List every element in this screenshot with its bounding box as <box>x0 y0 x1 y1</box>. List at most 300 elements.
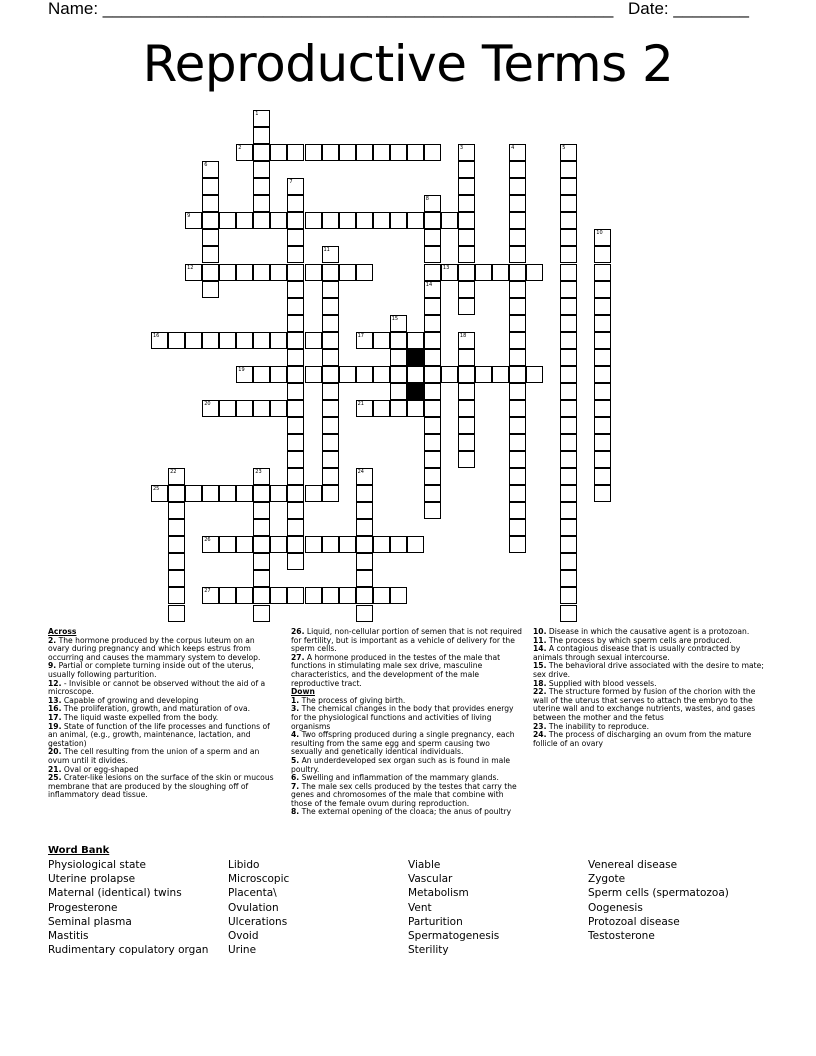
crossword-cell[interactable] <box>424 502 441 519</box>
clue-text: Swelling and inflammation of the mammary glands. <box>301 773 499 783</box>
crossword-cell[interactable] <box>287 264 304 281</box>
crossword-cell[interactable] <box>509 502 526 519</box>
crossword-cell[interactable] <box>322 587 339 604</box>
crossword-cell[interactable] <box>356 366 373 383</box>
crossword-cell[interactable] <box>356 605 373 622</box>
crossword-cell[interactable] <box>322 383 339 400</box>
crossword-cell[interactable] <box>390 366 407 383</box>
crossword-cell[interactable] <box>287 246 304 263</box>
crossword-cell[interactable] <box>458 212 475 229</box>
crossword-cell[interactable] <box>287 178 304 195</box>
crossword-cell[interactable] <box>356 502 373 519</box>
crossword-cell[interactable] <box>475 264 492 281</box>
crossword-cell[interactable] <box>560 281 577 298</box>
crossword-cell[interactable] <box>458 144 475 161</box>
crossword-cell[interactable] <box>560 349 577 366</box>
crossword-cell[interactable] <box>270 587 287 604</box>
crossword-cell[interactable] <box>594 383 611 400</box>
crossword-cell[interactable] <box>390 400 407 417</box>
clue-text: The cell resulting from the union of a sperm and an ovum until it divides. <box>48 747 260 765</box>
crossword-cell[interactable] <box>373 587 390 604</box>
crossword-cell[interactable] <box>253 366 270 383</box>
crossword-cell[interactable] <box>509 400 526 417</box>
crossword-cell[interactable] <box>560 315 577 332</box>
crossword-cell[interactable] <box>509 383 526 400</box>
crossword-cell[interactable] <box>202 485 219 502</box>
crossword-cell[interactable] <box>322 434 339 451</box>
crossword-cell[interactable] <box>560 519 577 536</box>
crossword-cell[interactable] <box>441 212 458 229</box>
crossword-cell[interactable] <box>526 264 543 281</box>
crossword-cell[interactable] <box>407 366 424 383</box>
crossword-cell[interactable] <box>560 553 577 570</box>
crossword-cell[interactable] <box>339 587 356 604</box>
crossword-cell[interactable] <box>151 485 168 502</box>
crossword-cell[interactable] <box>322 468 339 485</box>
crossword-cell[interactable] <box>356 144 373 161</box>
crossword-cell[interactable] <box>322 417 339 434</box>
crossword-cell[interactable] <box>322 212 339 229</box>
crossword-cell[interactable] <box>509 195 526 212</box>
crossword-cell[interactable] <box>168 605 185 622</box>
crossword-cell[interactable] <box>509 264 526 281</box>
crossword-cell[interactable] <box>253 264 270 281</box>
crossword-cell[interactable] <box>424 468 441 485</box>
crossword-cell[interactable] <box>594 264 611 281</box>
crossword-cell[interactable] <box>151 332 168 349</box>
crossword-cell[interactable] <box>509 178 526 195</box>
crossword-cell[interactable] <box>526 366 543 383</box>
crossword-cell[interactable] <box>475 366 492 383</box>
crossword-cell[interactable] <box>594 400 611 417</box>
crossword-cell[interactable] <box>305 332 322 349</box>
crossword-cell[interactable] <box>202 400 219 417</box>
crossword-cell[interactable] <box>458 264 475 281</box>
crossword-cell[interactable] <box>594 434 611 451</box>
crossword-cell[interactable] <box>305 264 322 281</box>
crossword-cell[interactable] <box>560 264 577 281</box>
crossword-cell[interactable] <box>424 383 441 400</box>
crossword-cell[interactable] <box>253 127 270 144</box>
crossword-cell[interactable] <box>287 349 304 366</box>
crossword-cell[interactable] <box>168 570 185 587</box>
crossword-cell[interactable] <box>458 298 475 315</box>
crossword-cell[interactable] <box>287 332 304 349</box>
crossword-cell[interactable] <box>424 298 441 315</box>
crossword-cell[interactable] <box>270 144 287 161</box>
crossword-cell[interactable] <box>458 349 475 366</box>
crossword-cell[interactable] <box>253 587 270 604</box>
crossword-cell[interactable] <box>509 434 526 451</box>
crossword-cell[interactable] <box>219 536 236 553</box>
crossword-cell[interactable] <box>458 417 475 434</box>
crossword-cell[interactable] <box>202 536 219 553</box>
crossword-cell[interactable] <box>305 212 322 229</box>
crossword-cell[interactable] <box>339 212 356 229</box>
crossword-cell[interactable] <box>287 434 304 451</box>
crossword-cell[interactable] <box>424 451 441 468</box>
crossword-cell[interactable] <box>287 400 304 417</box>
crossword-cell[interactable] <box>390 587 407 604</box>
crossword-cell[interactable] <box>441 366 458 383</box>
crossword-black-cell <box>407 383 424 400</box>
crossword-cell[interactable] <box>270 400 287 417</box>
crossword-cell[interactable] <box>390 383 407 400</box>
crossword-cell[interactable] <box>356 536 373 553</box>
crossword-cell[interactable] <box>509 485 526 502</box>
crossword-cell[interactable] <box>305 485 322 502</box>
crossword-cell[interactable] <box>219 587 236 604</box>
crossword-cell[interactable] <box>339 366 356 383</box>
crossword-cell[interactable] <box>202 195 219 212</box>
crossword-cell[interactable] <box>594 366 611 383</box>
crossword-cell[interactable] <box>560 536 577 553</box>
crossword-cell[interactable] <box>424 144 441 161</box>
crossword-cell[interactable] <box>287 281 304 298</box>
crossword-cell[interactable] <box>185 485 202 502</box>
crossword-cell[interactable] <box>270 264 287 281</box>
crossword-cell[interactable] <box>287 451 304 468</box>
word-bank-item: Seminal plasma <box>48 915 132 928</box>
crossword-cell[interactable] <box>339 144 356 161</box>
crossword-cell[interactable] <box>202 229 219 246</box>
crossword-cell[interactable] <box>219 264 236 281</box>
crossword-cell[interactable] <box>560 298 577 315</box>
crossword-cell[interactable] <box>373 366 390 383</box>
clue-number: 23. <box>533 721 547 731</box>
crossword-cell[interactable] <box>424 281 441 298</box>
crossword-cell[interactable] <box>253 212 270 229</box>
crossword-cell[interactable] <box>287 417 304 434</box>
crossword-cell[interactable] <box>560 485 577 502</box>
crossword-cell[interactable] <box>560 605 577 622</box>
crossword-cell[interactable] <box>560 144 577 161</box>
crossword-cell[interactable] <box>202 246 219 263</box>
crossword-cell[interactable] <box>356 519 373 536</box>
crossword-cell[interactable] <box>202 212 219 229</box>
crossword-cell[interactable] <box>287 195 304 212</box>
crossword-cell[interactable] <box>305 536 322 553</box>
crossword-cell[interactable] <box>424 485 441 502</box>
crossword-cell[interactable] <box>322 281 339 298</box>
crossword-cell[interactable] <box>322 144 339 161</box>
crossword-cell[interactable] <box>236 536 253 553</box>
crossword-cell[interactable] <box>305 587 322 604</box>
crossword-cell[interactable] <box>560 332 577 349</box>
crossword-cell[interactable] <box>390 349 407 366</box>
crossword-cell[interactable] <box>509 161 526 178</box>
crossword-cell[interactable] <box>458 332 475 349</box>
crossword-cell[interactable] <box>253 536 270 553</box>
crossword-cell[interactable] <box>236 264 253 281</box>
crossword-cell[interactable] <box>356 587 373 604</box>
crossword-cell[interactable] <box>560 195 577 212</box>
crossword-cell[interactable] <box>458 366 475 383</box>
crossword-cell[interactable] <box>322 332 339 349</box>
crossword-cell[interactable] <box>253 468 270 485</box>
crossword-cell[interactable] <box>356 485 373 502</box>
crossword-cell[interactable] <box>458 281 475 298</box>
crossword-cell[interactable] <box>560 502 577 519</box>
crossword-cell[interactable] <box>168 536 185 553</box>
crossword-cell[interactable] <box>424 434 441 451</box>
crossword-cell[interactable] <box>322 451 339 468</box>
crossword-cell[interactable] <box>270 536 287 553</box>
crossword-cell[interactable] <box>322 315 339 332</box>
crossword-cell[interactable] <box>458 246 475 263</box>
crossword-cell[interactable] <box>168 587 185 604</box>
crossword-cell[interactable] <box>339 536 356 553</box>
crossword-cell[interactable] <box>202 281 219 298</box>
crossword-cell[interactable] <box>253 485 270 502</box>
crossword-cell[interactable] <box>202 332 219 349</box>
crossword-cell[interactable] <box>594 315 611 332</box>
crossword-cell[interactable] <box>253 570 270 587</box>
crossword-cell[interactable] <box>356 400 373 417</box>
crossword-cell[interactable] <box>509 298 526 315</box>
crossword-cell[interactable] <box>594 281 611 298</box>
crossword-cell[interactable] <box>509 451 526 468</box>
crossword-cell[interactable] <box>253 553 270 570</box>
crossword-cell[interactable] <box>407 212 424 229</box>
crossword-cell[interactable] <box>509 468 526 485</box>
crossword-cell[interactable] <box>322 536 339 553</box>
word-bank-item: Libido <box>228 859 260 871</box>
crossword-cell[interactable] <box>356 264 373 281</box>
crossword-cell[interactable] <box>185 212 202 229</box>
crossword-cell[interactable] <box>560 178 577 195</box>
clue-number: 4. <box>291 730 300 740</box>
crossword-cell[interactable] <box>424 315 441 332</box>
crossword-cell[interactable] <box>322 366 339 383</box>
crossword-cell[interactable] <box>322 264 339 281</box>
crossword-cell[interactable] <box>168 468 185 485</box>
crossword-cell[interactable] <box>594 298 611 315</box>
crossword-cell[interactable] <box>560 383 577 400</box>
clue-text: Disease in which the causative agent is a protozoan. <box>548 627 750 636</box>
crossword-cell[interactable] <box>390 332 407 349</box>
crossword-cell[interactable] <box>253 502 270 519</box>
crossword-cell[interactable] <box>560 570 577 587</box>
crossword-cell[interactable] <box>219 332 236 349</box>
crossword-cell[interactable] <box>424 212 441 229</box>
crossword-cell[interactable] <box>168 502 185 519</box>
crossword-cell[interactable] <box>253 178 270 195</box>
clue-number: 8 <box>425 196 429 203</box>
crossword-cell[interactable] <box>253 195 270 212</box>
crossword-cell[interactable] <box>509 212 526 229</box>
crossword-cell[interactable] <box>560 229 577 246</box>
crossword-cell[interactable] <box>594 451 611 468</box>
clue-item <box>48 637 274 663</box>
crossword-cell[interactable] <box>270 332 287 349</box>
crossword-cell[interactable] <box>339 264 356 281</box>
crossword-cell[interactable] <box>305 366 322 383</box>
crossword-cell[interactable] <box>424 332 441 349</box>
crossword-cell[interactable] <box>356 212 373 229</box>
crossword-cell[interactable] <box>458 229 475 246</box>
crossword-cell[interactable] <box>270 366 287 383</box>
crossword-cell[interactable] <box>287 536 304 553</box>
crossword-cell[interactable] <box>458 161 475 178</box>
crossword-cell[interactable] <box>287 298 304 315</box>
crossword-cell[interactable] <box>560 212 577 229</box>
crossword-cell[interactable] <box>253 519 270 536</box>
crossword-cell[interactable] <box>185 264 202 281</box>
crossword-cell[interactable] <box>424 417 441 434</box>
crossword-cell[interactable] <box>424 246 441 263</box>
crossword-cell[interactable] <box>373 212 390 229</box>
crossword-cell[interactable] <box>390 315 407 332</box>
crossword-cell[interactable] <box>168 332 185 349</box>
crossword-cell[interactable] <box>492 264 509 281</box>
crossword-cell[interactable] <box>594 468 611 485</box>
crossword-cell[interactable] <box>253 605 270 622</box>
crossword-cell[interactable] <box>424 400 441 417</box>
crossword-cell[interactable] <box>424 195 441 212</box>
crossword-cell[interactable] <box>253 400 270 417</box>
crossword-cell[interactable] <box>509 281 526 298</box>
crossword-cell[interactable] <box>458 400 475 417</box>
crossword-cell[interactable] <box>390 212 407 229</box>
crossword-cell[interactable] <box>509 332 526 349</box>
crossword-cell[interactable] <box>287 587 304 604</box>
crossword-cell[interactable] <box>509 246 526 263</box>
crossword-cell[interactable] <box>373 144 390 161</box>
crossword-cell[interactable] <box>270 212 287 229</box>
crossword-cell[interactable] <box>458 178 475 195</box>
crossword-cell[interactable] <box>287 553 304 570</box>
crossword-cell[interactable] <box>236 332 253 349</box>
crossword-cell[interactable] <box>594 229 611 246</box>
crossword-cell[interactable] <box>509 366 526 383</box>
crossword-cell[interactable] <box>509 417 526 434</box>
clue-number: 5 <box>562 145 566 152</box>
crossword-cell[interactable] <box>168 553 185 570</box>
crossword-cell[interactable] <box>236 212 253 229</box>
crossword-cell[interactable] <box>509 536 526 553</box>
crossword-cell[interactable] <box>458 195 475 212</box>
crossword-cell[interactable] <box>356 332 373 349</box>
crossword-cell[interactable] <box>424 264 441 281</box>
crossword-cell[interactable] <box>458 434 475 451</box>
clue-number: 25 <box>153 486 160 493</box>
crossword-cell[interactable] <box>509 519 526 536</box>
crossword-cell[interactable] <box>219 400 236 417</box>
clue-number: 5. <box>291 755 300 765</box>
crossword-cell[interactable] <box>424 229 441 246</box>
crossword-cell[interactable] <box>202 264 219 281</box>
crossword-cell[interactable] <box>322 246 339 263</box>
clue-number: 11 <box>323 247 330 254</box>
crossword-cell[interactable] <box>253 110 270 127</box>
crossword-cell[interactable] <box>390 144 407 161</box>
crossword-cell[interactable] <box>322 298 339 315</box>
crossword-cell[interactable] <box>594 349 611 366</box>
crossword-cell[interactable] <box>373 536 390 553</box>
crossword-cell[interactable] <box>509 144 526 161</box>
crossword-cell[interactable] <box>236 366 253 383</box>
crossword-cell[interactable] <box>236 485 253 502</box>
crossword-cell[interactable] <box>202 587 219 604</box>
crossword-cell[interactable] <box>287 212 304 229</box>
crossword-cell[interactable] <box>287 366 304 383</box>
crossword-cell[interactable] <box>219 212 236 229</box>
crossword-cell[interactable] <box>287 315 304 332</box>
crossword-cell[interactable] <box>560 434 577 451</box>
crossword-cell[interactable] <box>560 451 577 468</box>
crossword-cell[interactable] <box>560 468 577 485</box>
crossword-cell[interactable] <box>509 349 526 366</box>
crossword-cell[interactable] <box>407 332 424 349</box>
crossword-cell[interactable] <box>185 332 202 349</box>
crossword-cell[interactable] <box>373 400 390 417</box>
crossword-cell[interactable] <box>407 536 424 553</box>
crossword-cell[interactable] <box>287 383 304 400</box>
crossword-cell[interactable] <box>560 417 577 434</box>
crossword-cell[interactable] <box>236 144 253 161</box>
clue-number: 16. <box>48 704 62 714</box>
crossword-cell[interactable] <box>594 417 611 434</box>
crossword-cell[interactable] <box>373 332 390 349</box>
crossword-cell[interactable] <box>356 570 373 587</box>
crossword-cell[interactable] <box>560 366 577 383</box>
crossword-cell[interactable] <box>458 383 475 400</box>
crossword-cell[interactable] <box>287 519 304 536</box>
crossword-cell[interactable] <box>424 366 441 383</box>
crossword-cell[interactable] <box>168 519 185 536</box>
crossword-cell[interactable] <box>322 485 339 502</box>
crossword-cell[interactable] <box>356 468 373 485</box>
crossword-cell[interactable] <box>509 315 526 332</box>
crossword-cell[interactable] <box>441 264 458 281</box>
crossword-cell[interactable] <box>407 400 424 417</box>
crossword-cell[interactable] <box>202 161 219 178</box>
crossword-cell[interactable] <box>390 536 407 553</box>
crossword-cell[interactable] <box>594 246 611 263</box>
crossword-cell[interactable] <box>322 349 339 366</box>
crossword-cell[interactable] <box>253 144 270 161</box>
crossword-cell[interactable] <box>253 332 270 349</box>
crossword-cell[interactable] <box>560 400 577 417</box>
crossword-cell[interactable] <box>287 502 304 519</box>
crossword-cell[interactable] <box>560 246 577 263</box>
crossword-cell[interactable] <box>202 178 219 195</box>
crossword-cell[interactable] <box>287 144 304 161</box>
crossword-cell[interactable] <box>287 468 304 485</box>
crossword-cell[interactable] <box>492 366 509 383</box>
crossword-cell[interactable] <box>287 485 304 502</box>
crossword-cell[interactable] <box>458 451 475 468</box>
crossword-cell[interactable] <box>253 161 270 178</box>
crossword-cell[interactable] <box>236 587 253 604</box>
crossword-cell[interactable] <box>236 400 253 417</box>
crossword-cell[interactable] <box>287 229 304 246</box>
crossword-cell[interactable] <box>594 332 611 349</box>
crossword-cell[interactable] <box>219 485 236 502</box>
crossword-cell[interactable] <box>424 349 441 366</box>
crossword-cell[interactable] <box>322 400 339 417</box>
crossword-cell[interactable] <box>168 485 185 502</box>
crossword-cell[interactable] <box>509 229 526 246</box>
crossword-cell[interactable] <box>407 144 424 161</box>
crossword-cell[interactable] <box>560 587 577 604</box>
crossword-cell[interactable] <box>270 485 287 502</box>
crossword-cell[interactable] <box>356 553 373 570</box>
crossword-cell[interactable] <box>594 485 611 502</box>
crossword-cell[interactable] <box>560 161 577 178</box>
crossword-cell[interactable] <box>305 144 322 161</box>
